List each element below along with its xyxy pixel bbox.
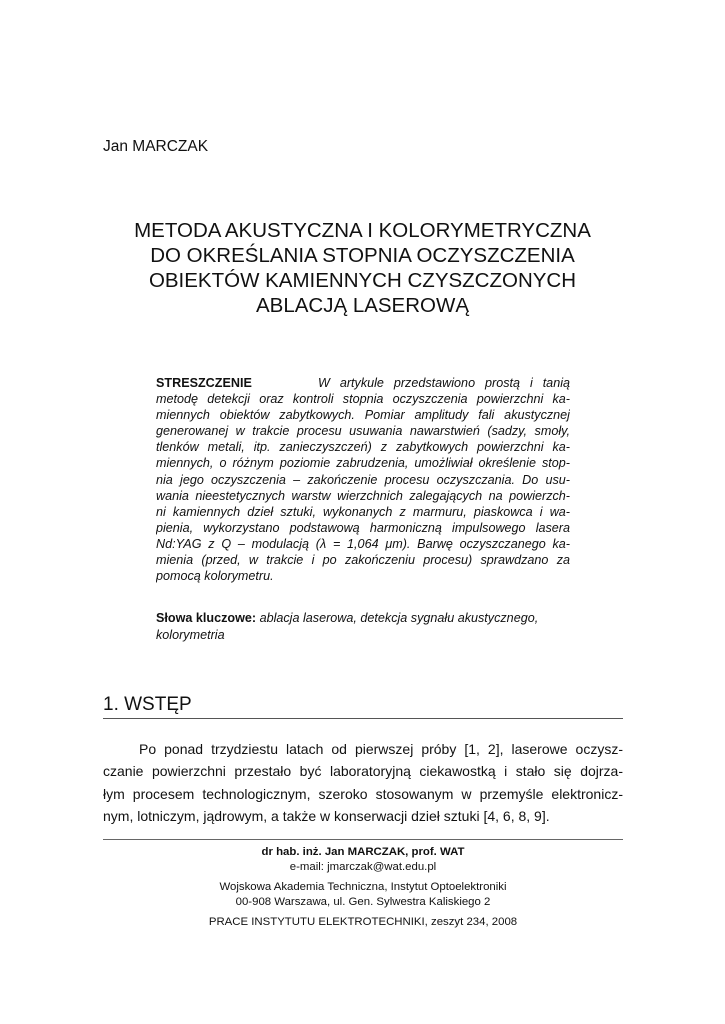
abstract-line: ni kamiennych dzieł sztuki, wykonanych z marmuru, piaskowca i wa- bbox=[156, 504, 570, 519]
abstract-line: tlenków metali, itp. zanieczyszczeń) z zabytkowych powierzchni ka- bbox=[156, 440, 570, 455]
title-line: METODA AKUSTYCZNA I KOLORYMETRYCZNA bbox=[134, 219, 591, 242]
footer-author: dr hab. inż. Jan MARCZAK, prof. WAT bbox=[261, 846, 465, 858]
footer-affiliation: Wojskowa Akademia Techniczna, Instytut Optoelektroniki bbox=[219, 881, 507, 893]
abstract-line: mienia (przed, w trakcie i po zakończeniu procesu) sprawdzano za bbox=[156, 553, 570, 568]
section-divider bbox=[103, 718, 623, 719]
section-heading: 1. WSTĘP bbox=[103, 694, 192, 715]
abstract-line: miennych, o różnym poziomie zabrudzenia, umożliwiał określenie stop- bbox=[156, 456, 570, 471]
abstract-heading: STRESZCZENIE bbox=[156, 376, 252, 390]
title-line: ABLACJĄ LASEROWĄ bbox=[255, 294, 470, 317]
abstract-line: metodę detekcji oraz kontroli stopnia oczyszczenia powierzchni ka- bbox=[156, 392, 570, 407]
footer-divider bbox=[103, 839, 623, 840]
keywords-line bbox=[156, 610, 570, 627]
keywords-label: Słowa kluczowe: bbox=[156, 611, 257, 625]
author-name: Jan MARCZAK bbox=[103, 138, 209, 155]
paper-title bbox=[60, 218, 665, 318]
paragraph-line: łym procesem technologicznym, szeroko stosowanym w przemyśle elektronicz- bbox=[103, 785, 623, 802]
keywords-text: ablacja laserowa, detekcja sygnału akustycznego, bbox=[259, 611, 539, 625]
paragraph-line: Po ponad trzydziestu latach od pierwszej próby [1, 2], laserowe oczysz- bbox=[139, 741, 623, 757]
footer-journal: PRACE INSTYTUTU ELEKTROTECHNIKI, zeszyt 234, 2008 bbox=[208, 916, 518, 928]
abstract-line: generowanej w trakcie procesu usuwania nawarstwień (sadzy, smoły, bbox=[156, 424, 570, 439]
keywords-text-line2: kolorymetria bbox=[156, 627, 225, 642]
title-line: DO OKREŚLANIA STOPNIA OCZYSZCZENIA bbox=[150, 244, 575, 267]
footer-email: e-mail: jmarczak@wat.edu.pl bbox=[289, 860, 437, 873]
footer bbox=[103, 845, 623, 930]
abstract-line: Nd:YAG z Q – modulacją (λ = 1,064 μm). Barwę oczyszczanego ka- bbox=[156, 536, 570, 551]
paragraph-line: czanie powierzchni przestało być laboratoryjną ciekawostką i stało się dojrza- bbox=[103, 763, 623, 780]
abstract-line: miennych obiektów zabytkowych. Pomiar amplitudy fali akustycznej bbox=[156, 408, 570, 423]
abstract-line: nia jego oczyszczenia – zakończenie procesu oczyszczania. Do usu- bbox=[156, 472, 570, 487]
section-paragraph bbox=[103, 738, 623, 827]
abstract-line: pienia, wykorzystano podstawową harmoniczną impulsowego lasera bbox=[156, 520, 570, 535]
paragraph-line: nym, lotniczym, jądrowym, a także w konserwacji dzieł sztuki [4, 6, 8, 9]. bbox=[103, 807, 550, 824]
abstract-first-line bbox=[156, 375, 570, 391]
title-line: OBIEKTÓW KAMIENNYCH CZYSZCZONYCH bbox=[148, 269, 577, 292]
abstract-line: W artykule przedstawiono prostą i tanią bbox=[318, 376, 570, 390]
abstract bbox=[156, 375, 570, 584]
footer-address: 00-908 Warszawa, ul. Gen. Sylwestra Kaliskiego 2 bbox=[235, 895, 491, 908]
abstract-line: wania nieestetycznych warstw wierzchnich zalegających na powierzch- bbox=[156, 488, 570, 503]
keywords bbox=[156, 610, 570, 643]
abstract-line: pomocą kolorymetru. bbox=[156, 569, 274, 584]
